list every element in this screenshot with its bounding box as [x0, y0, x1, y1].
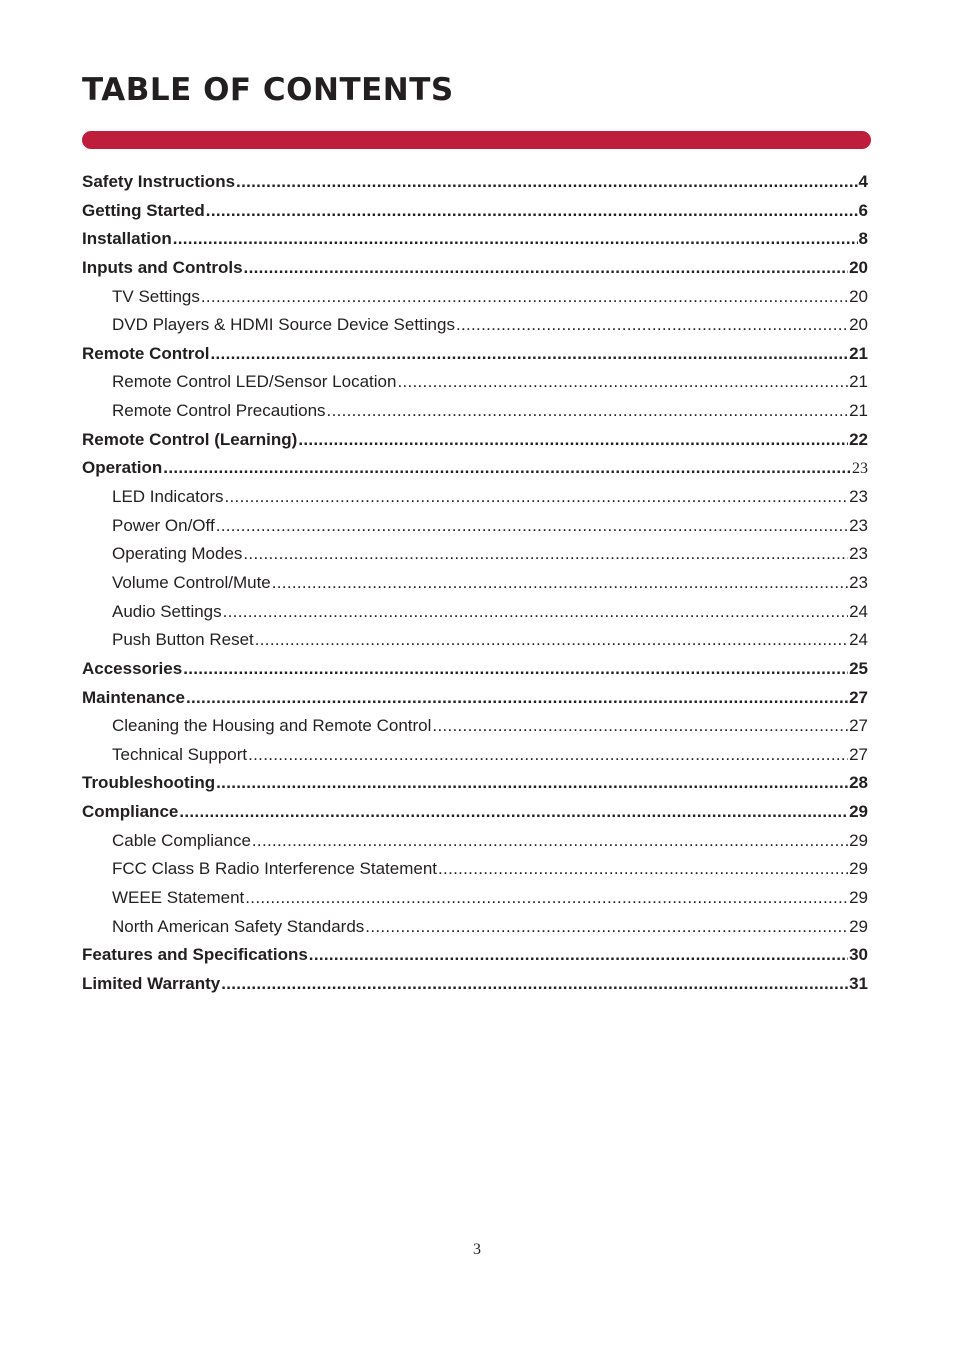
toc-dot-leader — [244, 254, 849, 283]
toc-section-entry[interactable] — [82, 655, 868, 684]
toc-dot-leader — [243, 540, 848, 569]
toc-entry-page-number: 21 — [849, 343, 868, 363]
toc-section-entry[interactable] — [82, 941, 868, 970]
toc-entry-page-number: 23 — [849, 572, 868, 592]
toc-subsection-entry[interactable] — [82, 827, 868, 856]
toc-section-entry[interactable] — [82, 426, 868, 455]
toc-entry-title: Remote Control LED/Sensor Location — [112, 372, 397, 392]
toc-entry-page-number: 29 — [849, 888, 868, 908]
toc-entry-page-number: 20 — [849, 257, 868, 277]
toc-entry-title: Remote Control Precautions — [112, 401, 326, 421]
toc-entry-title: Maintenance — [82, 687, 185, 707]
toc-dot-leader — [327, 397, 849, 426]
toc-entry-page-number: 29 — [849, 859, 868, 879]
toc-subsection-entry[interactable] — [82, 397, 868, 426]
toc-entry-title: Audio Settings — [112, 601, 222, 621]
toc-dot-leader — [236, 168, 857, 197]
toc-dot-leader — [179, 798, 848, 827]
toc-entry-title: Remote Control (Learning) — [82, 429, 298, 449]
toc-dot-leader — [211, 340, 849, 369]
toc-entry-title: Cleaning the Housing and Remote Control — [112, 716, 432, 736]
toc-subsection-entry[interactable] — [82, 540, 868, 569]
toc-dot-leader — [438, 855, 848, 884]
toc-entry-page-number: 21 — [849, 372, 868, 392]
toc-entry-page-number: 24 — [849, 630, 868, 650]
toc-entry-title: Technical Support — [112, 744, 248, 764]
toc-dot-leader — [221, 970, 848, 999]
toc-entry-page-number: 20 — [849, 315, 868, 335]
toc-section-entry[interactable] — [82, 769, 868, 798]
toc-section-entry[interactable] — [82, 197, 868, 226]
toc-entry-page-number: 22 — [849, 429, 868, 449]
toc-dot-leader — [432, 712, 848, 741]
toc-dot-leader — [456, 311, 848, 340]
toc-subsection-entry[interactable] — [82, 569, 868, 598]
toc-subsection-entry[interactable] — [82, 913, 868, 942]
toc-entry-title: Installation — [82, 229, 172, 249]
toc-dot-leader — [272, 569, 848, 598]
toc-entry-title: Volume Control/Mute — [112, 572, 271, 592]
toc-section-entry[interactable] — [82, 340, 868, 369]
toc-entry-page-number: 29 — [849, 802, 868, 822]
toc-entry-title: Power On/Off — [112, 515, 215, 535]
toc-dot-leader — [255, 626, 848, 655]
toc-dot-leader — [173, 225, 858, 254]
toc-entry-page-number: 24 — [849, 601, 868, 621]
toc-entry-title: Compliance — [82, 802, 179, 822]
toc-dot-leader — [216, 512, 848, 541]
toc-entry-page-number: 31 — [849, 973, 868, 993]
toc-dot-leader — [206, 197, 858, 226]
toc-entry-page-number: 23 — [849, 544, 868, 564]
toc-subsection-entry[interactable] — [82, 311, 868, 340]
toc-entry-title: LED Indicators — [112, 487, 224, 507]
toc-entry-page-number: 27 — [849, 687, 868, 707]
toc-entry-page-number: 30 — [849, 945, 868, 965]
toc-dot-leader — [183, 655, 848, 684]
toc-dot-leader — [216, 769, 848, 798]
toc-entry-title: TV Settings — [112, 286, 200, 306]
toc-section-entry[interactable] — [82, 684, 868, 713]
toc-entry-title: Inputs and Controls — [82, 257, 243, 277]
toc-entry-page-number: 21 — [849, 401, 868, 421]
toc-entry-title: Getting Started — [82, 200, 205, 220]
toc-dot-leader — [298, 426, 848, 455]
table-of-contents — [82, 168, 868, 999]
toc-subsection-entry[interactable] — [82, 512, 868, 541]
toc-entry-title: Troubleshooting — [82, 773, 216, 793]
toc-entry-page-number: 23 — [849, 487, 868, 507]
toc-entry-title: Push Button Reset — [112, 630, 254, 650]
toc-entry-page-number: 23 — [849, 515, 868, 535]
toc-dot-leader — [186, 684, 848, 713]
page-title: TABLE OF CONTENTS — [82, 72, 454, 108]
toc-entry-title: Operating Modes — [112, 544, 243, 564]
toc-dot-leader — [365, 913, 848, 942]
toc-entry-page-number: 29 — [849, 916, 868, 936]
toc-entry-title: Operation — [82, 458, 163, 478]
toc-entry-title: Limited Warranty — [82, 973, 221, 993]
toc-subsection-entry[interactable] — [82, 855, 868, 884]
toc-entry-page-number: 4 — [858, 172, 868, 191]
toc-entry-page-number: 27 — [849, 744, 868, 764]
toc-dot-leader — [245, 884, 848, 913]
toc-dot-leader — [163, 454, 851, 483]
toc-subsection-entry[interactable] — [82, 626, 868, 655]
toc-entry-title: Safety Instructions — [82, 172, 236, 191]
toc-subsection-entry[interactable] — [82, 368, 868, 397]
toc-entry-page-number: 8 — [858, 229, 868, 249]
toc-section-entry[interactable] — [82, 225, 868, 254]
toc-entry-page-number: 20 — [849, 286, 868, 306]
toc-subsection-entry[interactable] — [82, 741, 868, 770]
toc-dot-leader — [248, 741, 848, 770]
toc-section-entry[interactable] — [82, 254, 868, 283]
toc-entry-page-number: 29 — [849, 830, 868, 850]
toc-entry-title: DVD Players & HDMI Source Device Settings — [112, 315, 455, 335]
toc-entry-page-number: 27 — [849, 716, 868, 736]
toc-subsection-entry[interactable] — [82, 483, 868, 512]
toc-section-entry[interactable] — [82, 798, 868, 827]
toc-dot-leader — [223, 598, 848, 627]
toc-subsection-entry[interactable] — [82, 598, 868, 627]
toc-entry-page-number: 6 — [858, 200, 868, 220]
toc-subsection-entry[interactable] — [82, 884, 868, 913]
toc-section-entry[interactable] — [82, 168, 868, 197]
page-number: 3 — [473, 1241, 481, 1258]
toc-entry-title: Cable Compliance — [112, 830, 251, 850]
toc-entry-page-number: 25 — [849, 658, 868, 678]
toc-entry-title: Remote Control — [82, 343, 210, 363]
toc-dot-leader — [252, 827, 848, 856]
toc-entry-title: FCC Class B Radio Interference Statement — [112, 859, 438, 879]
toc-entry-title: North American Safety Standards — [112, 916, 365, 936]
toc-entry-page-number: 28 — [849, 773, 868, 793]
toc-entry-title: Features and Specifications — [82, 945, 308, 965]
toc-dot-leader — [397, 368, 848, 397]
toc-entry-title: WEEE Statement — [112, 888, 245, 908]
toc-section-entry[interactable] — [82, 970, 868, 999]
toc-subsection-entry[interactable] — [82, 283, 868, 312]
toc-subsection-entry[interactable] — [82, 712, 868, 741]
toc-dot-leader — [309, 941, 848, 970]
toc-section-entry[interactable] — [82, 454, 868, 483]
toc-dot-leader — [201, 283, 848, 312]
title-divider-bar — [82, 131, 871, 149]
toc-entry-title: Accessories — [82, 658, 183, 678]
toc-entry-page-number: 23 — [852, 460, 868, 478]
toc-dot-leader — [225, 483, 849, 512]
